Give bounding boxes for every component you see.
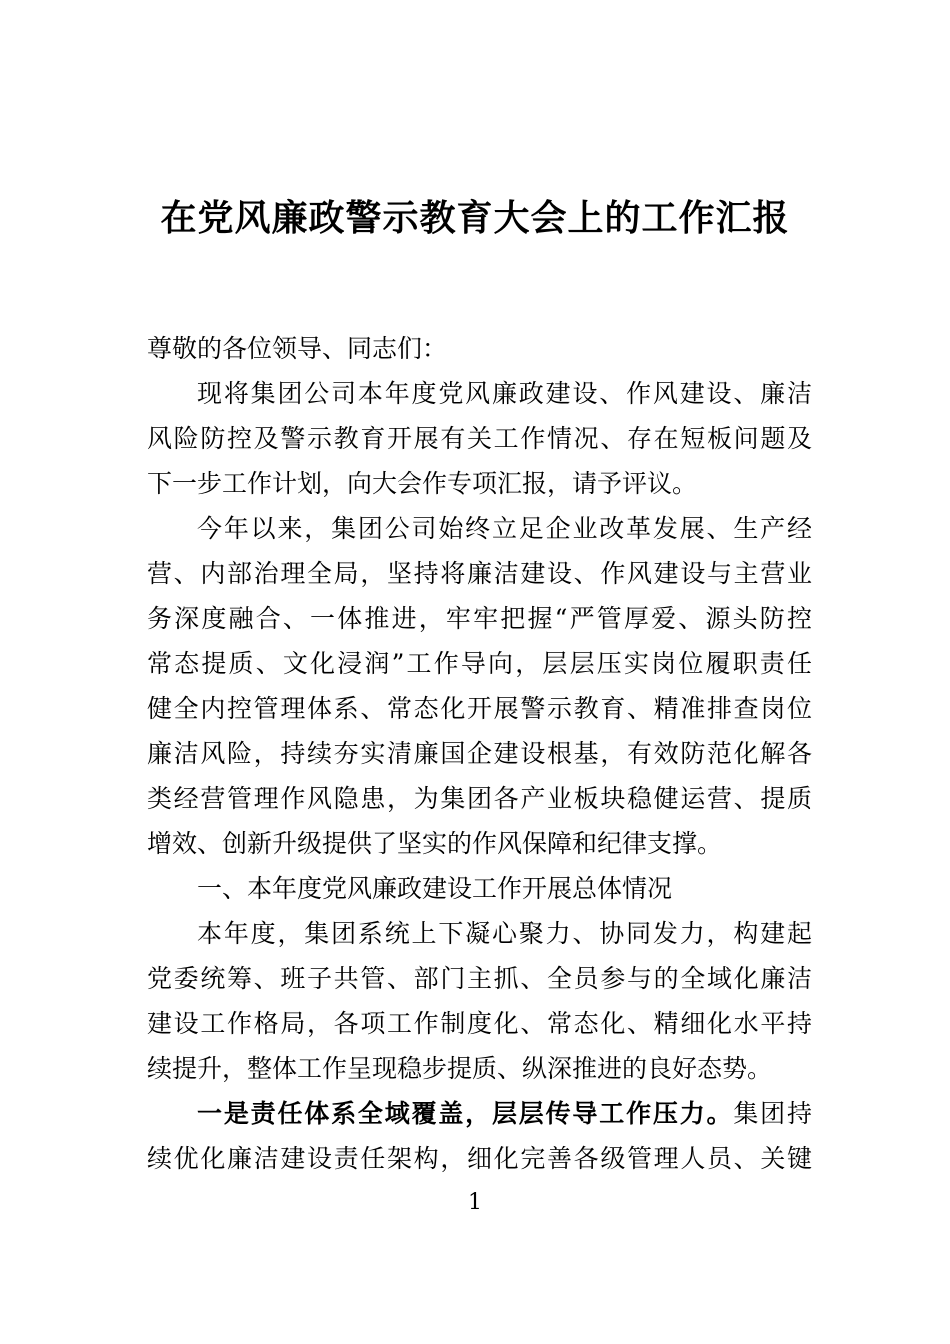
paragraph-line: 增效、创新升级提供了坚实的作风保障和纪律支撑。	[147, 829, 723, 858]
paragraph-1	[147, 371, 812, 506]
paragraph-2	[147, 506, 812, 866]
paragraph-line: 建设工作格局，各项工作制度化、常态化、精细化水平持	[147, 1009, 812, 1038]
paragraph-line: 类经营管理作风隐患，为集团各产业板块稳健运营、提质	[147, 784, 812, 813]
paragraph-3	[147, 911, 812, 1091]
paragraph-line: 续提升，整体工作呈现稳步提质、纵深推进的良好态势。	[147, 1054, 773, 1083]
paragraph-line: 营、内部治理全局，坚持将廉洁建设、作风建设与主营业	[147, 559, 812, 588]
page-number: 1	[468, 1190, 482, 1215]
paragraph-line: 廉洁风险，持续夯实清廉国企建设根基，有效防范化解各	[147, 739, 812, 768]
document-body	[147, 326, 812, 1181]
paragraph-line: 常态提质、文化浸润”工作导向，层层压实岗位履职责任	[147, 649, 812, 678]
paragraph-4	[147, 1091, 812, 1181]
section-heading-1: 一、本年度党风廉政建设工作开展总体情况	[197, 874, 673, 903]
salutation: 尊敬的各位领导、同志们：	[147, 334, 448, 363]
paragraph-lead-bold: 一是责任体系全域覆盖，层层传导工作压力。	[197, 1099, 734, 1128]
paragraph-line: 务深度融合、一体推进，牢牢把握“严管厚爱、源头防控	[147, 604, 812, 633]
paragraph-line: 下一步工作计划，向大会作专项汇报，请予评议。	[147, 469, 698, 498]
paragraph-line	[147, 1091, 812, 1136]
paragraph-line: 党委统筹、班子共管、部门主抓、全员参与的全域化廉洁	[147, 964, 812, 993]
paragraph-line: 现将集团公司本年度党风廉政建设、作风建设、廉洁	[197, 379, 812, 408]
paragraph-line: 本年度，集团系统上下凝心聚力、协同发力，构建起	[197, 919, 812, 948]
paragraph-line: 续优化廉洁建设责任架构，细化完善各级管理人员、关键	[147, 1144, 812, 1173]
document-title: 在党风廉政警示教育大会上的工作汇报	[160, 197, 790, 239]
paragraph-lead-rest: 集团持	[733, 1099, 812, 1128]
paragraph-line: 健全内控管理体系、常态化开展警示教育、精准排查岗位	[147, 694, 812, 723]
paragraph-line: 今年以来，集团公司始终立足企业改革发展、生产经	[197, 514, 812, 543]
paragraph-line: 风险防控及警示教育开展有关工作情况、存在短板问题及	[147, 424, 812, 453]
